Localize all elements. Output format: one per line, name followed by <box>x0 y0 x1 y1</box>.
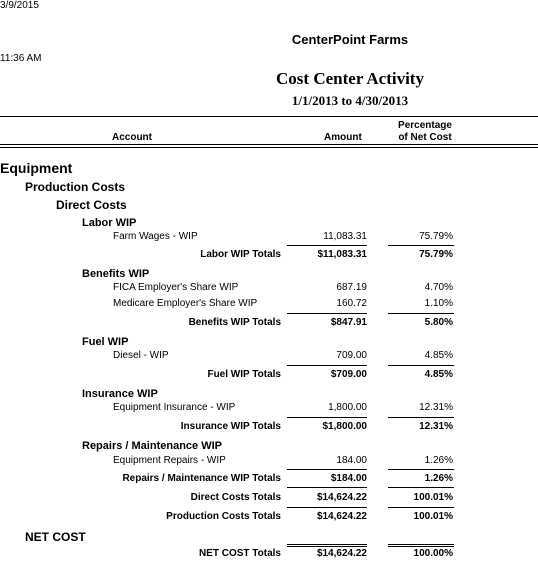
total-amount-benefits: $847.91 <box>330 317 367 328</box>
subtotal-rule <box>388 365 454 366</box>
header-rule-1 <box>0 144 538 145</box>
subtotal-rule <box>388 313 454 314</box>
column-header-account: Account <box>112 132 152 143</box>
column-header-amount: Amount <box>324 132 362 143</box>
section-production-costs: Production Costs <box>25 180 126 194</box>
report-title: Cost Center Activity <box>276 69 424 88</box>
group-fuel-wip: Fuel WIP <box>82 336 129 348</box>
column-header-percentage-line2: of Net Cost <box>398 132 452 143</box>
total-percentage-net-cost: 100.00% <box>413 548 453 559</box>
subtotal-rule <box>287 245 367 246</box>
section-equipment: Equipment <box>0 160 73 176</box>
subtotal-rule <box>287 313 367 314</box>
total-amount-direct-costs: $14,624.22 <box>316 492 367 503</box>
subtotal-rule <box>287 507 367 508</box>
group-insurance-wip: Insurance WIP <box>82 388 158 400</box>
subtotal-rule <box>388 507 454 508</box>
total-label-labor: Labor WIP Totals <box>200 249 281 260</box>
total-label-repairs: Repairs / Maintenance WIP Totals <box>122 473 281 484</box>
header-rule-2 <box>0 147 538 148</box>
total-label-benefits: Benefits WIP Totals <box>188 317 281 328</box>
total-amount-labor: $11,083.31 <box>317 249 367 260</box>
total-amount-insurance: $1,800.00 <box>322 421 367 432</box>
total-percentage-repairs: 1.26% <box>424 473 453 484</box>
total-label-insurance: Insurance WIP Totals <box>180 421 281 432</box>
group-labor-wip: Labor WIP <box>82 217 137 229</box>
line-item-percentage: 75.79% <box>419 231 453 242</box>
column-header-percentage-line1: Percentage <box>398 120 452 131</box>
total-percentage-insurance: 12.31% <box>419 421 453 432</box>
line-item-amount: 160.72 <box>336 298 367 309</box>
total-amount-net-cost: $14,624.22 <box>316 548 367 559</box>
total-label-net-cost: NET COST Totals <box>198 548 281 559</box>
line-item-name: Equipment Repairs - WIP <box>113 455 226 466</box>
total-amount-production-costs: $14,624.22 <box>316 511 367 522</box>
line-item-amount: 1,800.00 <box>328 402 367 413</box>
line-item-name: FICA Employer's Share WIP <box>113 282 239 293</box>
total-percentage-benefits: 5.80% <box>424 317 453 328</box>
line-item-name: Diesel - WIP <box>113 350 169 361</box>
report-date-range: 1/1/2013 to 4/30/2013 <box>291 93 409 108</box>
line-item-name: Equipment Insurance - WIP <box>113 402 236 413</box>
subtotal-rule <box>388 245 454 246</box>
line-item-percentage: 4.85% <box>424 350 453 361</box>
line-item-percentage: 1.26% <box>424 455 453 466</box>
total-label-production-costs: Production Costs Totals <box>166 511 281 522</box>
report-time: 11:36 AM <box>0 53 42 64</box>
company-name: CenterPoint Farms <box>291 32 409 47</box>
line-item-amount: 709.00 <box>336 350 367 361</box>
line-item-percentage: 12.31% <box>419 402 453 413</box>
subtotal-rule <box>287 365 367 366</box>
group-benefits-wip: Benefits WIP <box>82 268 150 280</box>
line-item-name: Farm Wages - WIP <box>113 231 198 242</box>
subtotal-rule <box>388 469 454 470</box>
total-label-direct-costs: Direct Costs Totals <box>190 492 281 503</box>
group-repairs-maintenance-wip: Repairs / Maintenance WIP <box>82 440 222 452</box>
net-cost-rule-2 <box>388 546 454 547</box>
subtotal-rule <box>287 417 367 418</box>
report-date: 3/9/2015 <box>0 0 39 11</box>
line-item-amount: 687.19 <box>336 282 367 293</box>
total-percentage-production-costs: 100.01% <box>413 511 453 522</box>
subtotal-rule <box>287 469 367 470</box>
total-percentage-direct-costs: 100.01% <box>413 492 453 503</box>
net-cost-rule-1 <box>388 544 454 545</box>
subtotal-rule <box>287 487 367 488</box>
line-item-name: Medicare Employer's Share WIP <box>113 298 258 309</box>
header-top-rule <box>0 116 538 117</box>
section-direct-costs: Direct Costs <box>56 198 127 212</box>
total-amount-repairs: $184.00 <box>330 473 367 484</box>
subtotal-rule <box>388 417 454 418</box>
total-percentage-fuel: 4.85% <box>424 369 453 380</box>
net-cost-rule-2 <box>287 546 367 547</box>
subtotal-rule <box>388 487 454 488</box>
line-item-percentage: 4.70% <box>424 282 453 293</box>
total-percentage-labor: 75.79% <box>419 249 453 260</box>
total-label-fuel: Fuel WIP Totals <box>207 369 281 380</box>
line-item-amount: 11,083.31 <box>323 231 367 242</box>
line-item-percentage: 1.10% <box>424 298 453 309</box>
section-net-cost: NET COST <box>25 530 86 544</box>
total-amount-fuel: $709.00 <box>330 369 367 380</box>
line-item-amount: 184.00 <box>336 455 367 466</box>
net-cost-rule-1 <box>287 544 367 545</box>
column-header-percentage <box>390 120 460 144</box>
